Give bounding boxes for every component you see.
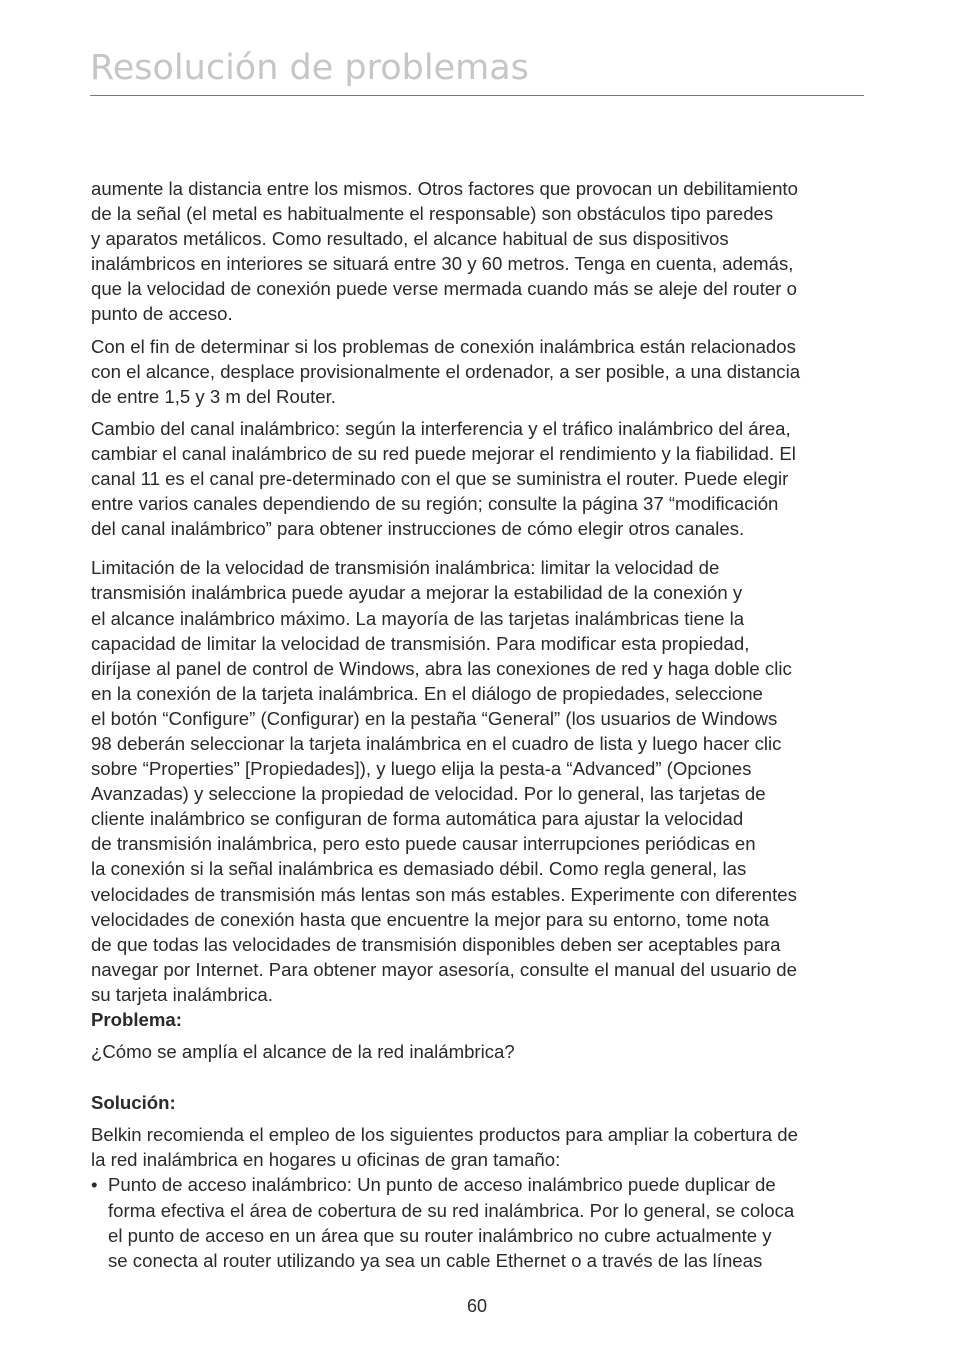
text-line: el punto de acceso en un área que su router inalámbrico no cubre actualmente y	[108, 1224, 772, 1246]
text-line: su tarjeta inalámbrica.	[91, 983, 273, 1005]
text-line: cliente inalámbrico se configuran de forma automática para ajustar la velocidad	[91, 808, 744, 830]
text-line: de entre 1,5 y 3 m del Router.	[91, 385, 336, 407]
text-line: y aparatos metálicos. Como resultado, el alcance habitual de sus dispositivos	[91, 228, 729, 250]
text-line: navegar por Internet. Para obtener mayor asesoría, consulte el manual del usuario de	[91, 958, 797, 980]
text-line: del canal inalámbrico” para obtener instrucciones de cómo elegir otros canales.	[91, 518, 745, 540]
text-line: Con el fin de determinar si los problemas de conexión inalámbrica están relacionados	[91, 335, 796, 357]
solution-intro	[91, 1122, 913, 1172]
text-line: el alcance inalámbrico máximo. La mayoría de las tarjetas inalámbricas tiene la	[91, 607, 745, 629]
document-body	[91, 176, 913, 1273]
text-line: en la conexión de la tarjeta inalámbrica. En el diálogo de propiedades, seleccione	[91, 682, 763, 704]
bullet-icon: •	[91, 1174, 98, 1196]
text-line: inalámbricos en interiores se situará entre 30 y 60 metros. Tenga en cuenta, además,	[91, 253, 794, 275]
problem-heading: Problema:	[91, 1009, 182, 1030]
text-line: la conexión si la señal inalámbrica es demasiado débil. Como regla general, las	[91, 858, 747, 880]
page-title: Resolución de problemas	[90, 48, 529, 88]
bullet-access-point	[91, 1172, 913, 1272]
solution-heading: Solución:	[91, 1092, 176, 1114]
text-line: forma efectiva el área de cobertura de su red inalámbrica. Por lo general, se coloca	[108, 1199, 795, 1221]
paragraph-range-test	[91, 334, 913, 409]
problem-text: ¿Cómo se amplía el alcance de la red inalámbrica?	[91, 1041, 515, 1063]
text-line: se conecta al router utilizando ya sea un cable Ethernet o a través de las líneas	[108, 1249, 763, 1271]
text-line: capacidad de limitar la velocidad de transmisión. Para modificar esta propiedad,	[91, 632, 750, 654]
text-line: velocidades de transmisión más lentas son más estables. Experimente con diferentes	[91, 883, 797, 905]
text-line: transmisión inalámbrica puede ayudar a mejorar la estabilidad de la conexión y	[91, 582, 743, 604]
text-line: Avanzadas) y seleccione la propiedad de velocidad. Por lo general, las tarjetas de	[91, 783, 766, 805]
text-line: diríjase al panel de control de Windows, abra las conexiones de red y haga doble clic	[91, 657, 792, 679]
text-line: aumente la distancia entre los mismos. Otros factores que provocan un debilitamiento	[91, 178, 798, 199]
paragraph-rate-limit	[91, 555, 913, 1007]
text-line: de transmisión inalámbrica, pero esto puede causar interrupciones periódicas en	[91, 833, 756, 855]
text-line: el botón “Configure” (Configurar) en la pestaña “General” (los usuarios de Windows	[91, 707, 778, 729]
text-line: de la señal (el metal es habitualmente el responsable) son obstáculos tipo paredes	[91, 203, 774, 225]
text-line: Limitación de la velocidad de transmisión inalámbrica: limitar la velocidad de	[91, 557, 720, 579]
text-line: canal 11 es el canal pre-determinado con el que se suministra el router. Puede elegir	[91, 468, 789, 490]
paragraph-channel-change	[91, 416, 913, 541]
text-line: cambiar el canal inalámbrico de su red puede mejorar el rendimiento y la fiabilidad. El	[91, 442, 796, 464]
text-line: entre varios canales dependiendo de su región; consulte la página 37 “modificación	[91, 493, 779, 515]
paragraph-range-factors	[91, 176, 913, 327]
text-line: Belkin recomienda el empleo de los siguientes productos para ampliar la cobertura de	[91, 1124, 798, 1146]
text-line: sobre “Properties” [Propiedades]), y luego elija la pesta-a “Advanced” (Opciones	[91, 758, 752, 780]
text-line: Punto de acceso inalámbrico: Un punto de acceso inalámbrico puede duplicar de	[108, 1174, 776, 1196]
page-number: 60	[466, 1296, 488, 1316]
text-line: punto de acceso.	[91, 303, 233, 325]
text-line: velocidades de conexión hasta que encuentre la mejor para su entorno, tome nota	[91, 908, 770, 930]
title-divider	[90, 95, 864, 96]
text-line: de que todas las velocidades de transmisión disponibles deben ser aceptables para	[91, 933, 781, 955]
text-line: la red inalámbrica en hogares u oficinas de gran tamaño:	[91, 1149, 561, 1171]
text-line: Cambio del canal inalámbrico: según la interferencia y el tráfico inalámbrico del área,	[91, 417, 791, 439]
text-line: con el alcance, desplace provisionalmente el ordenador, a ser posible, a una distancia	[91, 360, 801, 382]
text-line: que la velocidad de conexión puede verse mermada cuando más se aleje del router o	[91, 278, 797, 300]
text-line: 98 deberán seleccionar la tarjeta inalámbrica en el cuadro de lista y luego hacer clic	[91, 732, 782, 754]
